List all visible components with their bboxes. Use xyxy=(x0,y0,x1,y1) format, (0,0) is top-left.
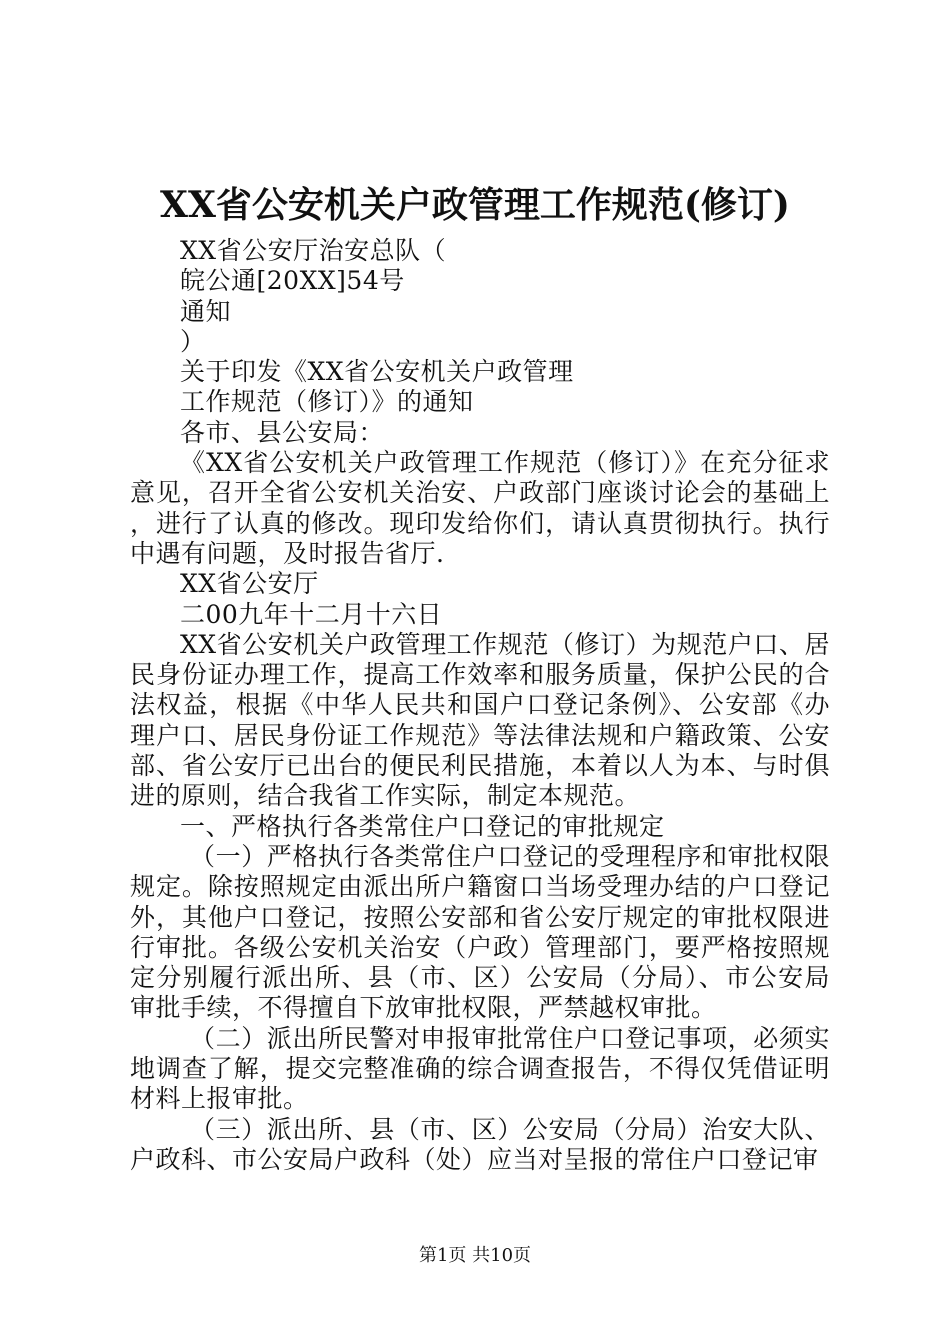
header-line-addressee: 各市、县公安局： xyxy=(180,417,385,447)
preamble-paragraph: XX省公安机关户政管理工作规范（修订）为规范户口、居民身份证办理工作，提高工作效率和服务质量，保护公民的合法权益，根据《中华人民共和国户口登记条例》、公安部《办理户口、居民身份证工作规范》等法律法规和户籍政策、公安部、省公安厅已出台的便民利民措施，本着以人为本、与时俱进的原则，结合我省工作实际，制定本规范。 xyxy=(130,629,830,811)
header-line-subject-1: 关于印发《XX省公安机关户政管理 xyxy=(180,357,574,387)
section-heading: 一、严格执行各类常住户口登记的审批规定 xyxy=(180,811,665,841)
document-body xyxy=(130,236,830,1175)
signature: XX省公安厅 xyxy=(180,569,319,599)
header-line-close-paren: ） xyxy=(180,326,206,356)
item-2-paragraph: （二）派出所民警对申报审批常住户口登记事项，必须实地调查了解，提交完整准确的综合调查报告，不得仅凭借证明材料上报审批。 xyxy=(130,1023,830,1114)
page-footer: 第1页 共10页 xyxy=(418,1245,532,1266)
intro-paragraph: 《XX省公安机关户政管理工作规范（修订）》在充分征求意见，召开全省公安机关治安、户政部门座谈讨论会的基础上，进行了认真的修改。现印发给你们，请认真贯彻执行。执行中遇有问题，及时报告省厅. xyxy=(130,448,830,568)
header-line-notice: 通知 xyxy=(180,296,232,326)
item-1-paragraph: （一）严格执行各类常住户口登记的受理程序和审批权限规定。除按照规定由派出所户籍窗口当场受理办结的户口登记外，其他户口登记，按照公安部和省公安厅规定的审批权限进行审批。各级公安机关治安（户政）管理部门，要严格按照规定分别履行派出所、县（市、区）公安局（分局）、市公安局审批手续，不得擅自下放审批权限，严禁越权审批。 xyxy=(130,841,830,1023)
document-title: XX省公安机关户政管理工作规范(修订) xyxy=(160,184,790,226)
header-line-doc-number: 皖公通[20XX]54号 xyxy=(180,266,405,296)
header-line-subject-2: 工作规范（修订）》的通知 xyxy=(180,387,474,417)
header-line-issuer: XX省公安厅治安总队（ xyxy=(180,236,447,265)
item-3-paragraph: （三）派出所、县（市、区）公安局（分局）治安大队、户政科、市公安局户政科（处）应当对呈报的常住户口登记审 xyxy=(130,1114,830,1174)
issue-date: 二00九年十二月十六日 xyxy=(180,599,443,629)
